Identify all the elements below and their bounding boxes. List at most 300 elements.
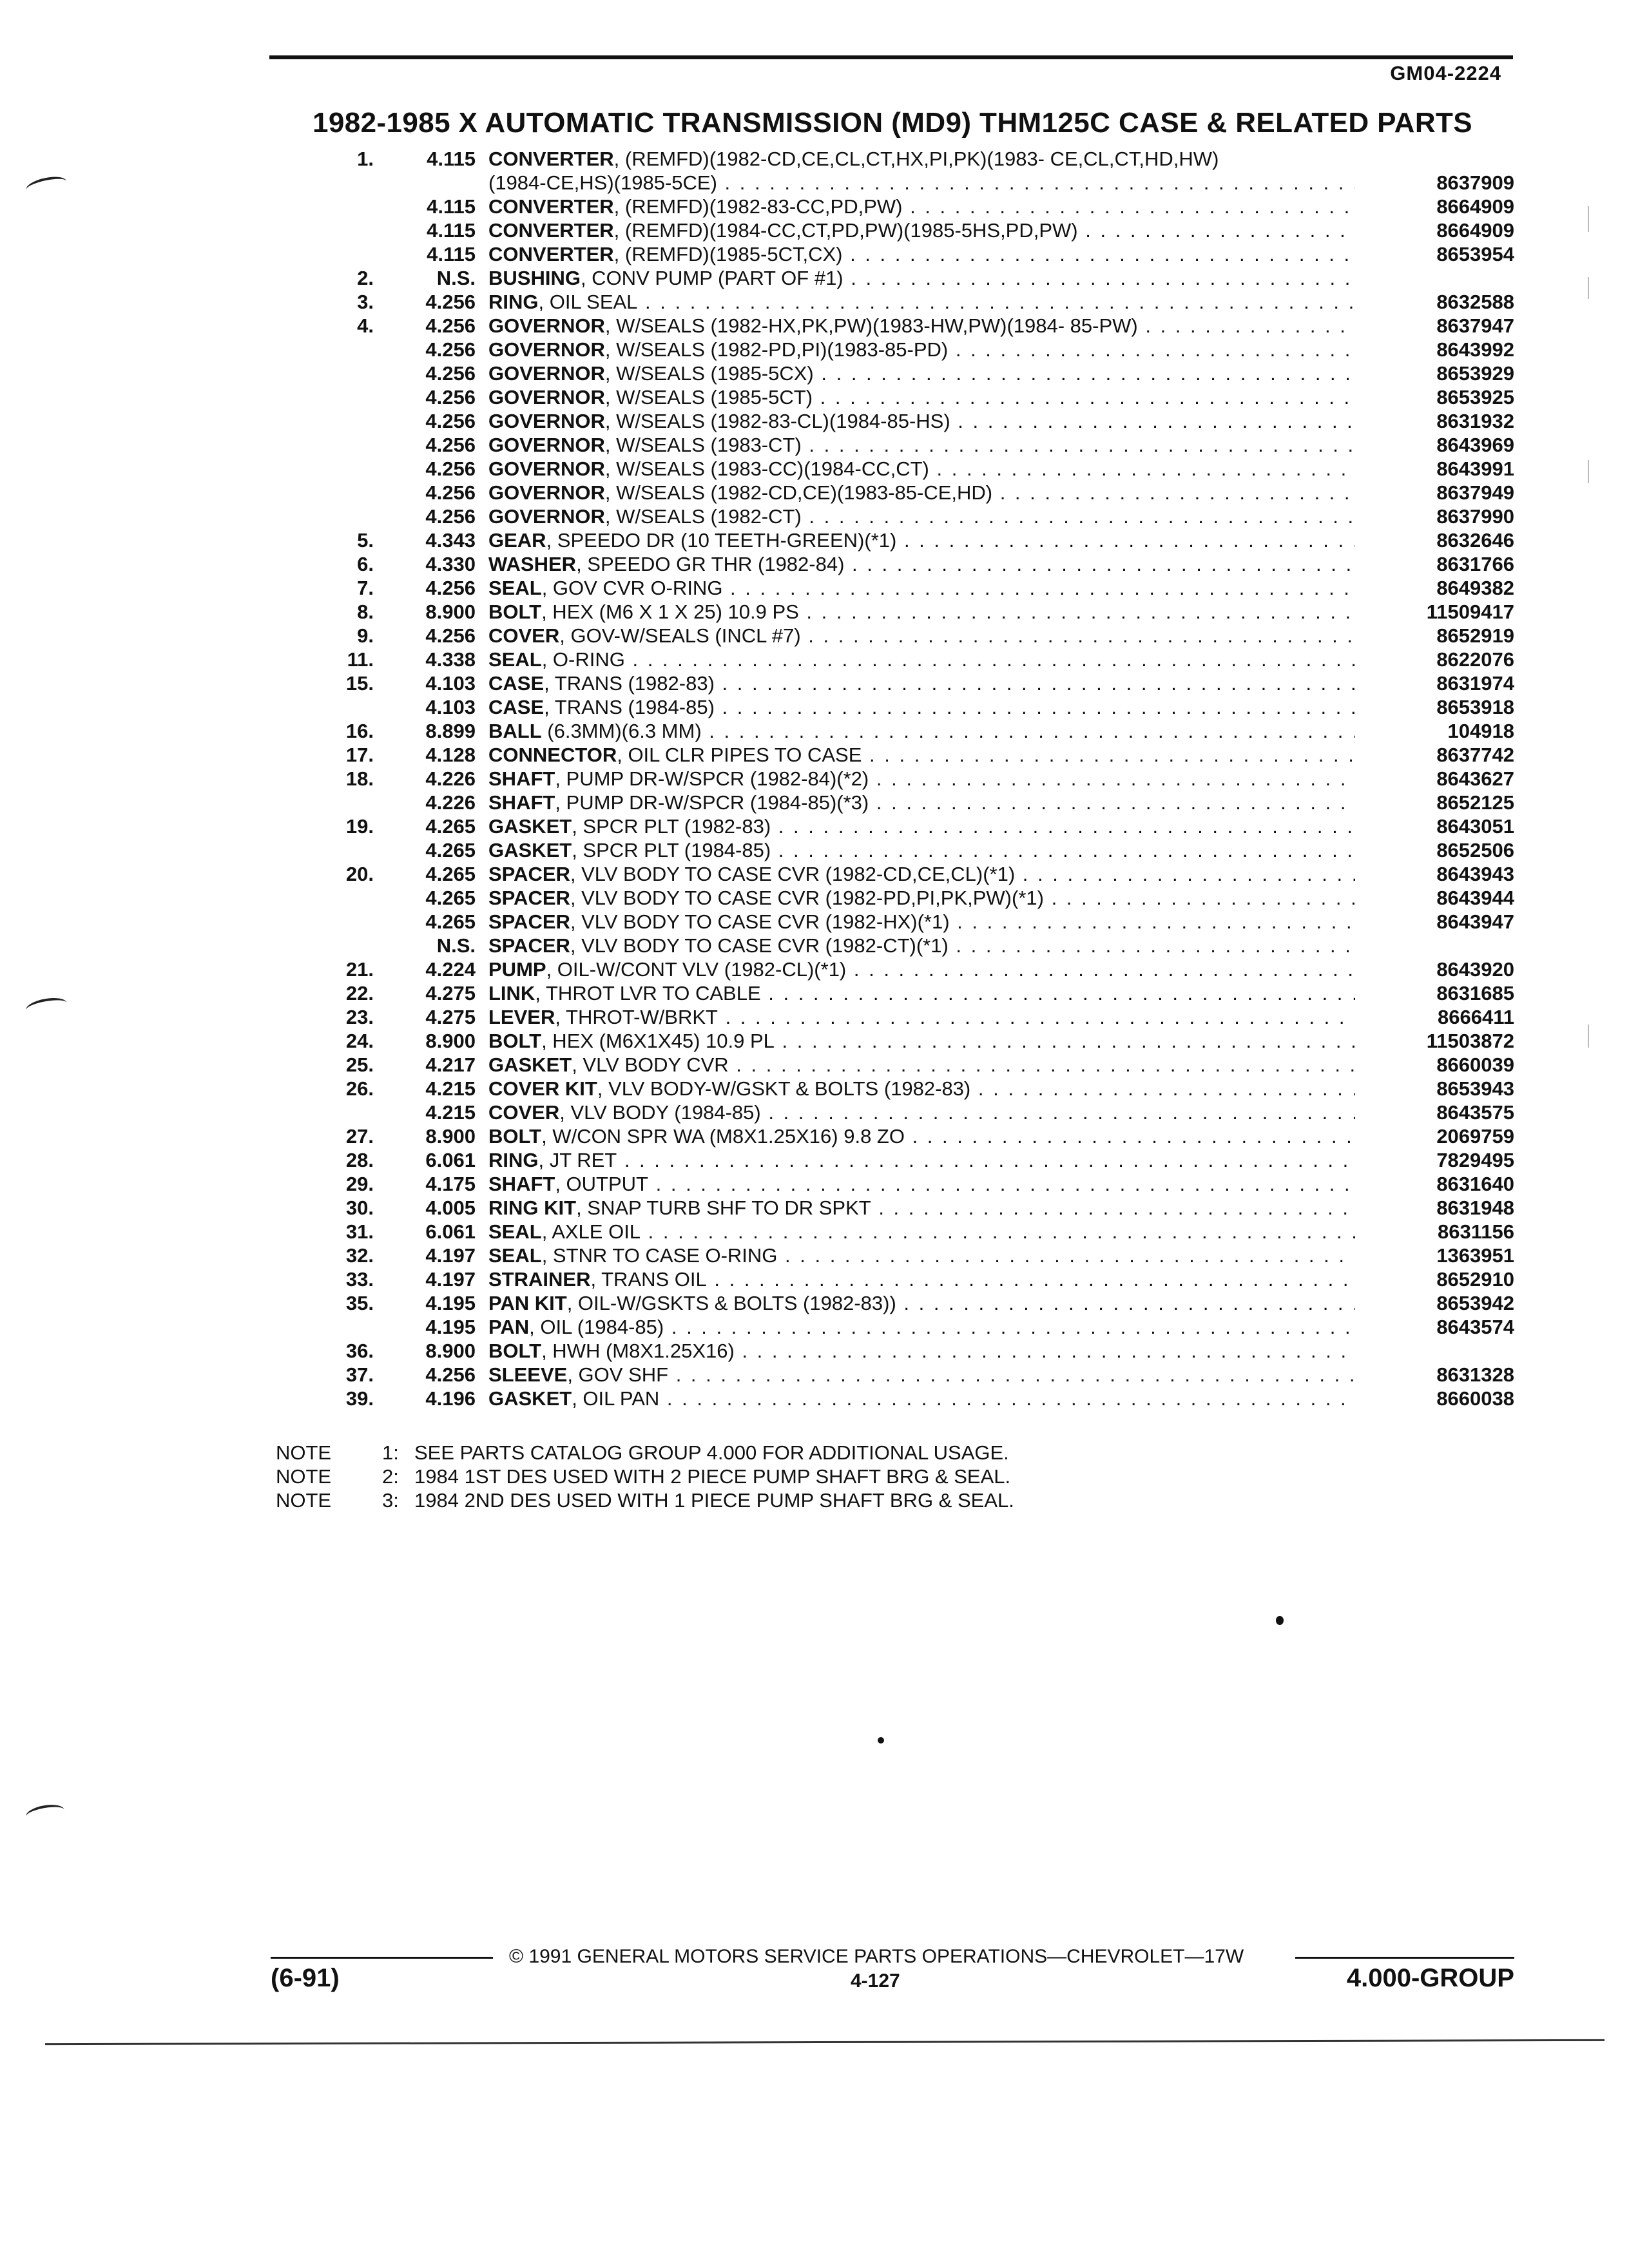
parts-row (271, 1005, 1514, 1029)
part-detail: , W/SEALS (1983-CC)(1984-CC,CT) (604, 457, 929, 480)
part-description (488, 433, 1355, 457)
part-name: SHAFT (488, 1173, 555, 1195)
part-description (488, 1196, 1355, 1220)
parts-row (271, 171, 1514, 195)
part-number: 8637990 (1436, 505, 1514, 528)
note-line (276, 1488, 1014, 1512)
group-number: 6.061 (425, 1220, 476, 1243)
part-number: 8643947 (1436, 910, 1514, 933)
group-number: 4.256 (425, 1363, 476, 1386)
group-number: 4.115 (427, 195, 476, 218)
part-detail: , GOV-W/SEALS (INCL #7) (559, 624, 801, 647)
parts-row (271, 791, 1514, 814)
parts-row (271, 552, 1514, 576)
part-description (488, 1029, 1355, 1053)
part-number: 8653943 (1436, 1077, 1514, 1100)
part-name: RING (488, 1149, 539, 1171)
group-number: 4.256 (425, 362, 476, 385)
part-number: 8664909 (1436, 195, 1514, 218)
group-number: 6.061 (425, 1149, 476, 1171)
part-name: SPACER (488, 887, 570, 909)
parts-row (271, 338, 1514, 361)
ref-number: 22. (345, 982, 374, 1004)
binder-mark-1 (24, 174, 68, 198)
speck-mark-2 (878, 1737, 884, 1744)
part-description (488, 1005, 1355, 1029)
part-detail: , VLV BODY (1984-85) (559, 1101, 761, 1124)
date-code: (6-91) (271, 1964, 340, 1992)
copyright-line: © 1991 GENERAL MOTORS SERVICE PARTS OPERATIONS—CHEVROLET—17W (509, 1946, 1244, 1967)
part-description (488, 1339, 1355, 1363)
part-description (488, 1124, 1355, 1148)
part-name: BUSHING (488, 267, 581, 289)
part-name: PAN (488, 1316, 530, 1338)
footer-rule-right (1295, 1957, 1514, 1959)
parts-row (271, 528, 1514, 552)
group-number: N.S. (436, 934, 476, 957)
part-detail: , AXLE OIL (541, 1220, 641, 1243)
footer-rule-left (271, 1957, 493, 1959)
part-number: 8632646 (1436, 529, 1514, 552)
group-number: 8.900 (425, 1340, 476, 1362)
group-number: 4.256 (425, 434, 476, 456)
group-number: 4.256 (425, 624, 476, 647)
parts-row (271, 409, 1514, 433)
part-description (488, 361, 1355, 385)
ref-number: 4. (357, 314, 374, 337)
part-description (488, 600, 1355, 624)
part-name: RING KIT (488, 1196, 577, 1219)
parts-row (271, 695, 1514, 719)
part-description (488, 719, 1355, 743)
part-name: GASKET (488, 815, 572, 838)
ref-number: 29. (345, 1173, 374, 1195)
parts-row (271, 1100, 1514, 1124)
part-number: 8643992 (1436, 338, 1514, 361)
group-number: 8.899 (425, 720, 476, 742)
binder-mark-3 (24, 1802, 65, 1824)
group-number: 4.103 (425, 672, 476, 695)
part-number: 8652919 (1436, 624, 1514, 647)
group-number: 4.256 (425, 577, 476, 599)
part-name: SPACER (488, 934, 570, 957)
scan-edge-line (45, 2039, 1605, 2045)
ref-number: 6. (357, 553, 374, 575)
part-detail: (1984-CE,HS)(1985-5CE) (488, 171, 717, 194)
part-number: 8666411 (1438, 1006, 1514, 1028)
parts-row (271, 1339, 1514, 1363)
part-name: COVER (488, 624, 560, 647)
part-name: GOVERNOR (488, 386, 605, 408)
part-number: 2069759 (1436, 1125, 1514, 1148)
group-number: 4.256 (425, 410, 476, 432)
parts-row (271, 981, 1514, 1005)
part-detail: , W/SEALS (1985-5CT) (604, 386, 813, 408)
group-number: 4.256 (425, 291, 476, 313)
part-detail: , VLV BODY TO CASE CVR (1982-CT)(*1) (570, 934, 949, 957)
note-number: 2: (382, 1465, 399, 1488)
part-description (488, 385, 1355, 409)
parts-row (271, 934, 1514, 957)
part-number: 8631640 (1436, 1173, 1514, 1195)
part-description (488, 218, 1355, 242)
part-description (488, 934, 1355, 957)
part-description (488, 886, 1355, 910)
ref-number: 5. (357, 529, 374, 552)
note-label: NOTE (276, 1465, 332, 1488)
part-description (488, 1077, 1355, 1100)
ref-number: 20. (345, 863, 374, 885)
part-detail: , STNR TO CASE O-RING (541, 1244, 778, 1267)
speck-mark-6 (1588, 1024, 1589, 1048)
parts-row (271, 624, 1514, 648)
parts-row (271, 1029, 1514, 1053)
ref-number: 1. (357, 148, 374, 170)
part-description (488, 481, 1355, 505)
part-number: 8631948 (1436, 1196, 1514, 1219)
parts-row (271, 886, 1514, 910)
part-number: 8643574 (1436, 1316, 1514, 1338)
part-name: LINK (488, 982, 535, 1004)
part-description (488, 1315, 1355, 1339)
part-description (488, 862, 1355, 886)
part-detail: (6.3MM)(6.3 MM) (541, 720, 702, 742)
part-description (488, 1267, 1355, 1291)
part-detail: , W/SEALS (1982-CD,CE)(1983-85-CE,HD) (604, 481, 993, 504)
part-detail: , TRANS OIL (590, 1268, 707, 1291)
group-number: 4.265 (425, 910, 476, 933)
group-number: 4.275 (425, 982, 476, 1004)
part-number: 11509417 (1426, 601, 1514, 623)
note-label: NOTE (276, 1441, 332, 1464)
part-detail: , SPEEDO DR (10 TEETH-GREEN)(*1) (546, 529, 897, 552)
group-number: 8.900 (425, 1030, 476, 1052)
parts-row (271, 814, 1514, 838)
part-number: 8637947 (1436, 314, 1514, 337)
group-number: 8.900 (425, 601, 476, 623)
parts-row (271, 767, 1514, 791)
part-description (488, 552, 1355, 576)
parts-row (271, 361, 1514, 385)
parts-row (271, 290, 1514, 314)
part-name: SPACER (488, 910, 570, 933)
part-number: 8643575 (1436, 1101, 1514, 1124)
speck-mark-1 (1276, 1616, 1284, 1625)
part-number: 8643969 (1436, 434, 1514, 456)
part-detail: , PUMP DR-W/SPCR (1982-84)(*2) (555, 767, 869, 790)
group-number: 4.115 (427, 219, 476, 242)
part-description (488, 1291, 1355, 1315)
part-number: 8643051 (1436, 815, 1514, 838)
part-number: 8664909 (1436, 219, 1514, 242)
part-detail: , OIL PAN (572, 1387, 660, 1410)
group-number: 4.103 (425, 696, 476, 718)
note-number: 3: (382, 1489, 399, 1512)
part-description (488, 1220, 1355, 1244)
part-description (488, 290, 1355, 314)
ref-number: 21. (345, 958, 374, 981)
part-name: SHAFT (488, 767, 555, 790)
part-description (488, 195, 1355, 218)
part-description (488, 695, 1355, 719)
part-name: GOVERNOR (488, 338, 605, 361)
part-detail: , VLV BODY CVR (572, 1053, 729, 1076)
group-number: 4.115 (427, 148, 476, 170)
part-detail: , TRANS (1982-83) (544, 672, 715, 695)
note-text: 1984 1ST DES USED WITH 2 PIECE PUMP SHAFT BRG & SEAL. (414, 1465, 1011, 1488)
part-number: 8643991 (1436, 457, 1514, 480)
page-number: 4-127 (851, 1970, 900, 1992)
part-number: 104918 (1447, 720, 1514, 742)
group-number: 4.217 (425, 1053, 476, 1076)
parts-row (271, 671, 1514, 695)
group-number: 4.265 (425, 863, 476, 885)
part-detail: , O-RING (541, 648, 625, 671)
group-number: 4.265 (425, 815, 476, 838)
group-number: 4.224 (425, 958, 476, 981)
part-name: RING (488, 291, 539, 313)
part-number: 8632588 (1436, 291, 1514, 313)
parts-row (271, 648, 1514, 671)
part-description (488, 457, 1355, 481)
part-name: BOLT (488, 1340, 542, 1362)
part-description (488, 1387, 1355, 1410)
part-number: 8637909 (1436, 171, 1514, 194)
part-number: 8643944 (1436, 887, 1514, 909)
note-line (276, 1465, 1014, 1488)
group-number: 4.197 (425, 1244, 476, 1267)
part-detail: , VLV BODY TO CASE CVR (1982-PD,PI,PK,PW)(*1) (570, 887, 1044, 909)
part-detail: , THROT LVR TO CABLE (535, 982, 761, 1004)
part-name: SEAL (488, 1220, 542, 1243)
parts-row (271, 1220, 1514, 1244)
part-number: 8637742 (1436, 744, 1514, 766)
part-number: 8653929 (1436, 362, 1514, 385)
part-number: 8643943 (1436, 863, 1514, 885)
part-detail: , OIL-W/CONT VLV (1982-CL)(*1) (546, 958, 847, 981)
part-detail: , SNAP TURB SHF TO DR SPKT (576, 1196, 871, 1219)
ref-number: 15. (345, 672, 374, 695)
parts-list (271, 147, 1514, 1410)
part-description (488, 981, 1355, 1005)
parts-row (271, 1124, 1514, 1148)
part-description (488, 266, 1355, 290)
parts-row (271, 481, 1514, 505)
parts-row (271, 957, 1514, 981)
ref-number: 35. (345, 1292, 374, 1314)
part-number: 8643627 (1436, 767, 1514, 790)
part-number: 8631766 (1436, 553, 1514, 575)
group-number: 4.338 (425, 648, 476, 671)
part-name: CONVERTER (488, 243, 614, 265)
part-number: 8652125 (1436, 791, 1514, 814)
group-number: 4.195 (425, 1292, 476, 1314)
part-detail: , W/SEALS (1985-5CX) (604, 362, 814, 385)
part-detail: , VLV BODY TO CASE CVR (1982-CD,CE,CL)(*1) (570, 863, 1016, 885)
ref-number: 16. (345, 720, 374, 742)
part-name: CONVERTER (488, 195, 614, 218)
part-detail: , W/SEALS (1982-83-CL)(1984-85-HS) (604, 410, 950, 432)
part-number: 8653925 (1436, 386, 1514, 408)
part-description (488, 1100, 1355, 1124)
part-number: 8631156 (1438, 1220, 1514, 1243)
ref-number: 2. (357, 267, 374, 289)
part-detail: , OIL SEAL (538, 291, 638, 313)
ref-number: 7. (357, 577, 374, 599)
part-description (488, 814, 1355, 838)
part-name: GASKET (488, 1053, 572, 1076)
ref-number: 26. (345, 1077, 374, 1100)
part-name: SEAL (488, 1244, 542, 1267)
part-description (488, 409, 1355, 433)
part-description (488, 767, 1355, 791)
part-detail: , VLV BODY TO CASE CVR (1982-HX)(*1) (570, 910, 950, 933)
parts-row (271, 838, 1514, 862)
speck-mark-5 (1588, 460, 1589, 483)
group-number: 4.005 (425, 1196, 476, 1219)
parts-row (271, 910, 1514, 934)
part-description (488, 1244, 1355, 1267)
parts-row (271, 576, 1514, 600)
part-detail: , JT RET (538, 1149, 617, 1171)
part-detail: , HEX (M6X1X45) 10.9 PL (541, 1030, 775, 1052)
group-number: 4.196 (425, 1387, 476, 1410)
part-name: GOVERNOR (488, 314, 605, 337)
part-number: 8622076 (1436, 648, 1514, 671)
part-name: STRAINER (488, 1268, 591, 1291)
group-number: 4.195 (425, 1316, 476, 1338)
ref-number: 9. (357, 624, 374, 647)
binder-mark-2 (24, 995, 68, 1018)
part-name: SLEEVE (488, 1363, 568, 1386)
part-description (488, 528, 1355, 552)
group-number: 4.256 (425, 314, 476, 337)
part-number: 8660039 (1436, 1053, 1514, 1076)
group-number: 4.265 (425, 887, 476, 909)
group-number: 8.900 (425, 1125, 476, 1148)
part-number: 8637949 (1436, 481, 1514, 504)
parts-row (271, 433, 1514, 457)
parts-row (271, 1291, 1514, 1315)
part-detail: , OIL-W/GSKTS & BOLTS (1982-83)) (566, 1292, 896, 1314)
part-number: 7829495 (1436, 1149, 1514, 1171)
part-detail: , SPCR PLT (1982-83) (572, 815, 771, 838)
part-detail: , HWH (M8X1.25X16) (541, 1340, 735, 1362)
parts-row (271, 600, 1514, 624)
part-number: 8631932 (1436, 410, 1514, 432)
page-title: 1982-1985 X AUTOMATIC TRANSMISSION (MD9) THM125C CASE & RELATED PARTS (312, 107, 1473, 139)
part-detail: , (REMFD)(1984-CC,CT,PD,PW)(1985-5HS,PD,PW) (613, 219, 1078, 242)
part-number: 8631328 (1436, 1363, 1514, 1386)
part-detail: , W/SEALS (1982-CT) (604, 505, 802, 528)
notes-section (276, 1441, 1014, 1512)
part-detail: , SPCR PLT (1984-85) (572, 839, 771, 861)
part-description (488, 314, 1355, 338)
ref-number: 32. (345, 1244, 374, 1267)
speck-mark-3 (1588, 206, 1589, 232)
ref-number: 19. (345, 815, 374, 838)
ref-number: 23. (345, 1006, 374, 1028)
part-number: 8652910 (1436, 1268, 1514, 1291)
part-name: COVER (488, 1101, 560, 1124)
ref-number: 18. (345, 767, 374, 790)
parts-row (271, 505, 1514, 528)
ref-number: 3. (357, 291, 374, 313)
part-name: GEAR (488, 529, 546, 552)
part-name: COVER KIT (488, 1077, 597, 1100)
part-description (488, 338, 1355, 361)
ref-number: 37. (345, 1363, 374, 1386)
parts-row (271, 457, 1514, 481)
parts-row (271, 1053, 1514, 1077)
part-description (488, 743, 1355, 767)
note-text: SEE PARTS CATALOG GROUP 4.000 FOR ADDITIONAL USAGE. (414, 1441, 1009, 1464)
part-description (488, 1148, 1355, 1172)
ref-number: 25. (345, 1053, 374, 1076)
part-description (488, 242, 1355, 266)
part-name: GOVERNOR (488, 434, 605, 456)
ref-number: 17. (345, 744, 374, 766)
note-line (276, 1441, 1014, 1465)
ref-number: 31. (345, 1220, 374, 1243)
part-description (488, 791, 1355, 814)
part-name: CONVERTER (488, 219, 614, 242)
part-description (488, 147, 1355, 171)
part-detail: , (REMFD)(1982-CD,CE,CL,CT,HX,PI,PK)(1983- CE,CL,CT,HD,HW) (613, 148, 1219, 170)
part-detail: , W/SEALS (1982-HX,PK,PW)(1983-HW,PW)(1984- 85-PW) (604, 314, 1138, 337)
part-number: 8643920 (1436, 958, 1514, 981)
part-name: BOLT (488, 1030, 542, 1052)
part-name: PUMP (488, 958, 546, 981)
part-name: GOVERNOR (488, 362, 605, 385)
part-name: CONNECTOR (488, 744, 617, 766)
part-name: GOVERNOR (488, 457, 605, 480)
parts-row (271, 743, 1514, 767)
parts-row (271, 218, 1514, 242)
part-description (488, 957, 1355, 981)
parts-row (271, 1172, 1514, 1196)
group-number: 4.330 (425, 553, 476, 575)
part-detail: , OUTPUT (555, 1173, 648, 1195)
part-number: 8653918 (1436, 696, 1514, 718)
part-name: WASHER (488, 553, 577, 575)
part-number: 8649382 (1436, 577, 1514, 599)
part-detail: , W/CON SPR WA (M8X1.25X16) 9.8 ZO (541, 1125, 905, 1148)
part-detail: , OIL (1984-85) (529, 1316, 664, 1338)
part-name: BALL (488, 720, 542, 742)
part-description (488, 648, 1355, 671)
part-detail: , (REMFD)(1985-5CT,CX) (613, 243, 843, 265)
part-name: BOLT (488, 601, 542, 623)
top-rule (269, 55, 1513, 59)
group-number: 4.226 (425, 767, 476, 790)
parts-row (271, 862, 1514, 886)
part-description (488, 838, 1355, 862)
part-name: SEAL (488, 577, 542, 599)
part-name: BOLT (488, 1125, 542, 1148)
parts-row (271, 195, 1514, 218)
group-number: 4.256 (425, 481, 476, 504)
part-detail: , VLV BODY-W/GSKT & BOLTS (1982-83) (597, 1077, 971, 1100)
parts-row (271, 147, 1514, 171)
group-number: 4.275 (425, 1006, 476, 1028)
part-description (488, 171, 1355, 195)
group-number: 4.115 (427, 243, 476, 265)
part-name: GASKET (488, 839, 572, 861)
parts-row (271, 1148, 1514, 1172)
parts-row (271, 1315, 1514, 1339)
part-number: 1363951 (1436, 1244, 1514, 1267)
